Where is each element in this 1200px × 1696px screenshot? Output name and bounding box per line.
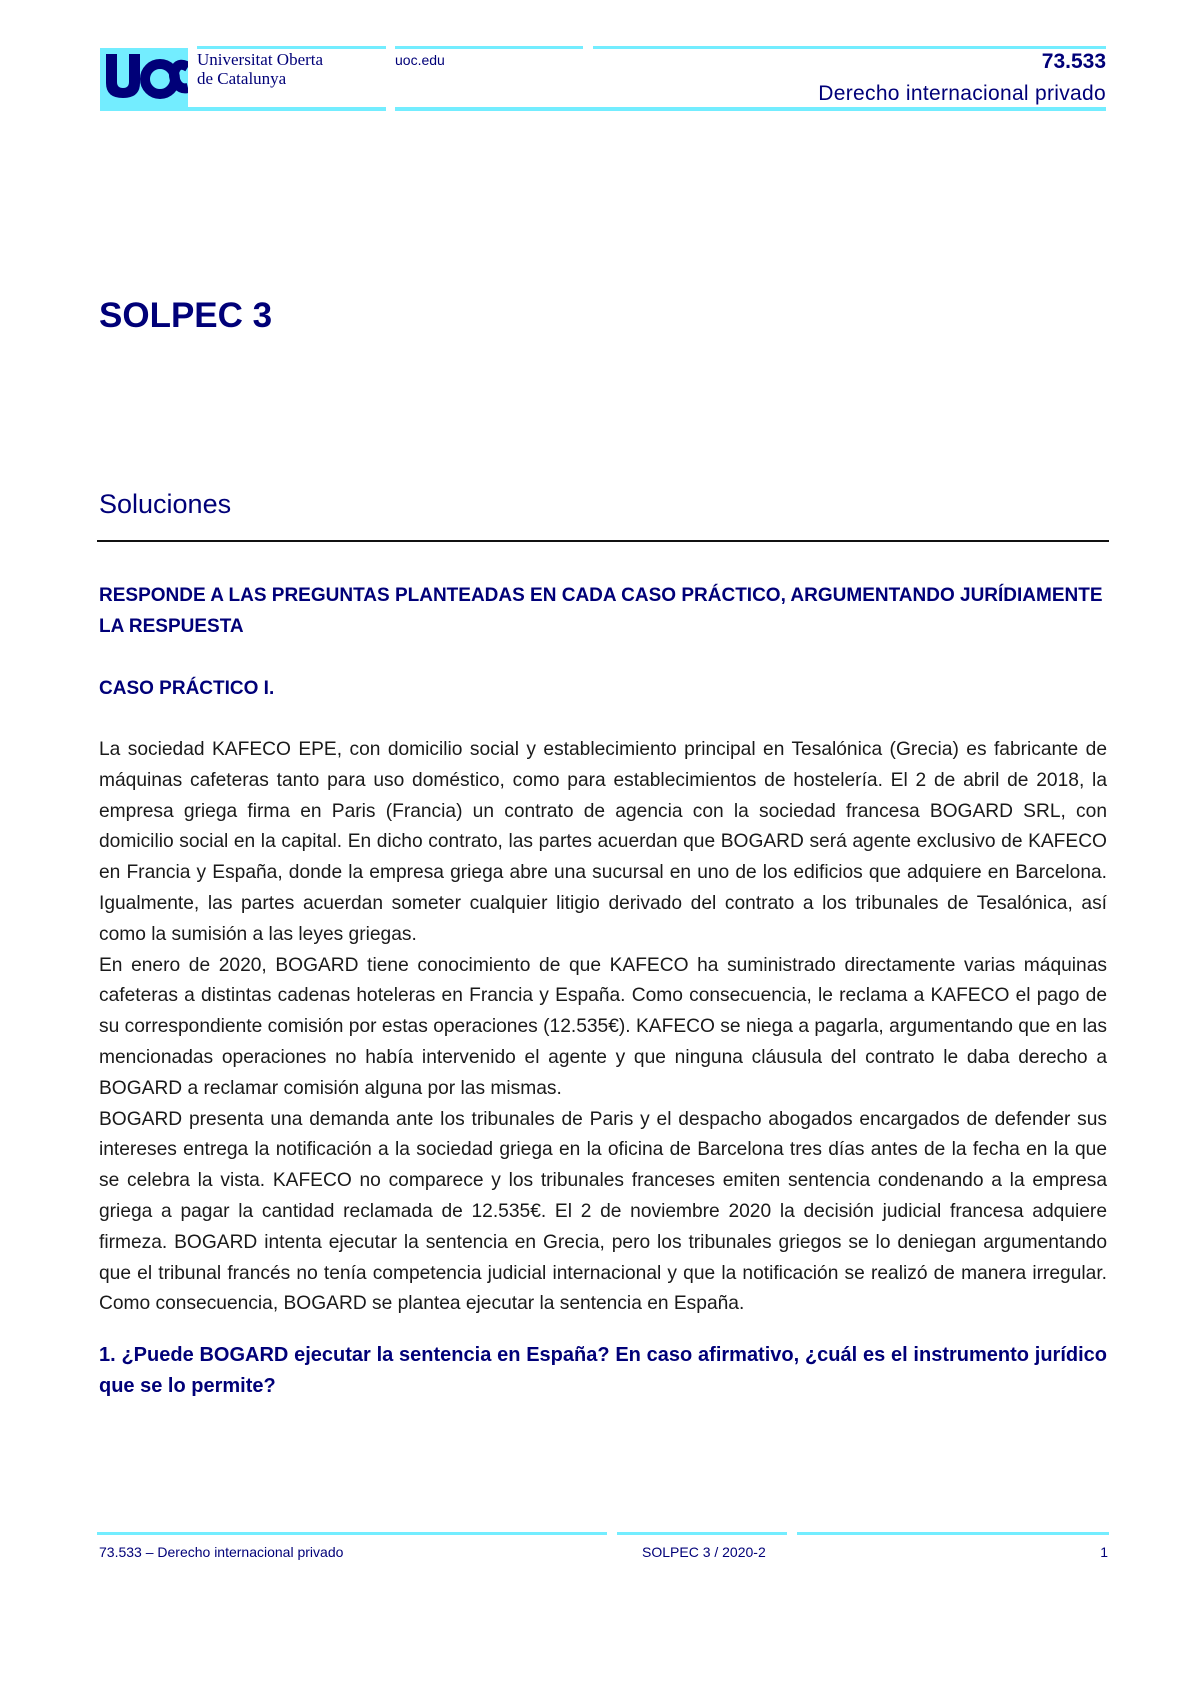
question-1: 1. ¿Puede BOGARD ejecutar la sentencia en España? En caso afirmativo, ¿cuál es el instrumento jurídico que se lo permite? — [99, 1344, 1107, 1398]
header-top-rule — [395, 46, 583, 49]
header-logo-rule — [100, 107, 386, 111]
footer-rule — [97, 1532, 607, 1535]
uoc-logo — [100, 48, 188, 110]
document-body — [99, 580, 1107, 1402]
header-top-rule — [593, 46, 1106, 49]
header-top-rule — [197, 46, 386, 49]
title-divider — [97, 540, 1109, 542]
case-paragraph-1: La sociedad KAFECO EPE, con domicilio social y establecimiento principal en Tesalónica (Grecia) es fabricante de máquinas cafeteras tanto para uso doméstico, como para establecimientos de hostelería. El 2 de abril de 2018, la empresa griega firma en Paris (Francia) un contrato de agencia con la sociedad francesa BOGARD SRL, con domicilio social en la capital. En dicho contrato, las partes acuerdan que BOGARD será agente exclusivo de KAFECO en Francia y España, donde la empresa griega abre una sucursal en uno de los edificios que adquiere en Barcelona. Igualmente, las partes acuerdan someter cualquier litigio derivado del contrato a los tribunales de Tesalónica, así como la sumisión a las leyes griegas. — [99, 739, 1107, 945]
page-number: 1 — [1100, 1544, 1108, 1560]
case-paragraph-3: BOGARD presenta una demanda ante los tribunales de Paris y el despacho abogados encargados de defender sus intereses entrega la notificación a la sociedad griega en la oficina de Barcelona tres días antes de la fecha en la que se celebra la vista. KAFECO no comparece y los tribunales franceses emiten sentencia condenando a la empresa griega a pagar la cantidad reclamada de 12.535€. El 2 de noviembre 2020 la decisión judicial francesa adquiere firmeza. BOGARD intenta ejecutar la sentencia en Grecia, pero los tribunales griegos se lo deniegan argumentando que el tribunal francés no tenía competencia judicial internacional y que la notificación se realizó de manera irregular. Como consecuencia, BOGARD se plantea ejecutar la sentencia en España. — [99, 1108, 1107, 1315]
university-name-line1: Universitat Oberta — [197, 50, 324, 69]
document-title: SOLPEC 3 — [99, 296, 273, 335]
university-url[interactable]: uoc.edu — [395, 52, 445, 68]
university-name — [197, 50, 323, 88]
footer-rule — [617, 1532, 787, 1535]
course-name: Derecho internacional privado — [818, 82, 1106, 105]
course-code: 73.533 — [1041, 50, 1106, 73]
footer-rule — [797, 1532, 1109, 1535]
uoc-logo-icon — [100, 48, 188, 110]
case-paragraph-2: En enero de 2020, BOGARD tiene conocimiento de que KAFECO ha suministrado directamente varias máquinas cafeteras a distintas cadenas hoteleras en Francia y España. Como consecuencia, le reclama a KAFECO el pago de su correspondiente comisión por estas operaciones (12.535€). KAFECO se niega a pagarla, argumentando que en las mencionadas operaciones no había intervenido el agente y que ninguna cláusula del contrato le daba derecho a BOGARD a reclamar comisión alguna por las mismas. — [99, 954, 1107, 1099]
instructions-heading: RESPONDE A LAS PREGUNTAS PLANTEADAS EN CADA CASO PRÁCTICO, ARGUMENTANDO JURÍDIAMENTE LA RESPUESTA — [99, 585, 1103, 637]
header-bottom-rule — [395, 107, 1106, 111]
footer-document-id: SOLPEC 3 / 2020-2 — [642, 1544, 766, 1560]
document-subtitle: Soluciones — [99, 489, 232, 519]
footer-course: 73.533 – Derecho internacional privado — [99, 1544, 344, 1560]
university-name-line2: de Catalunya — [197, 69, 287, 88]
case-heading: CASO PRÁCTICO I. — [99, 678, 275, 699]
